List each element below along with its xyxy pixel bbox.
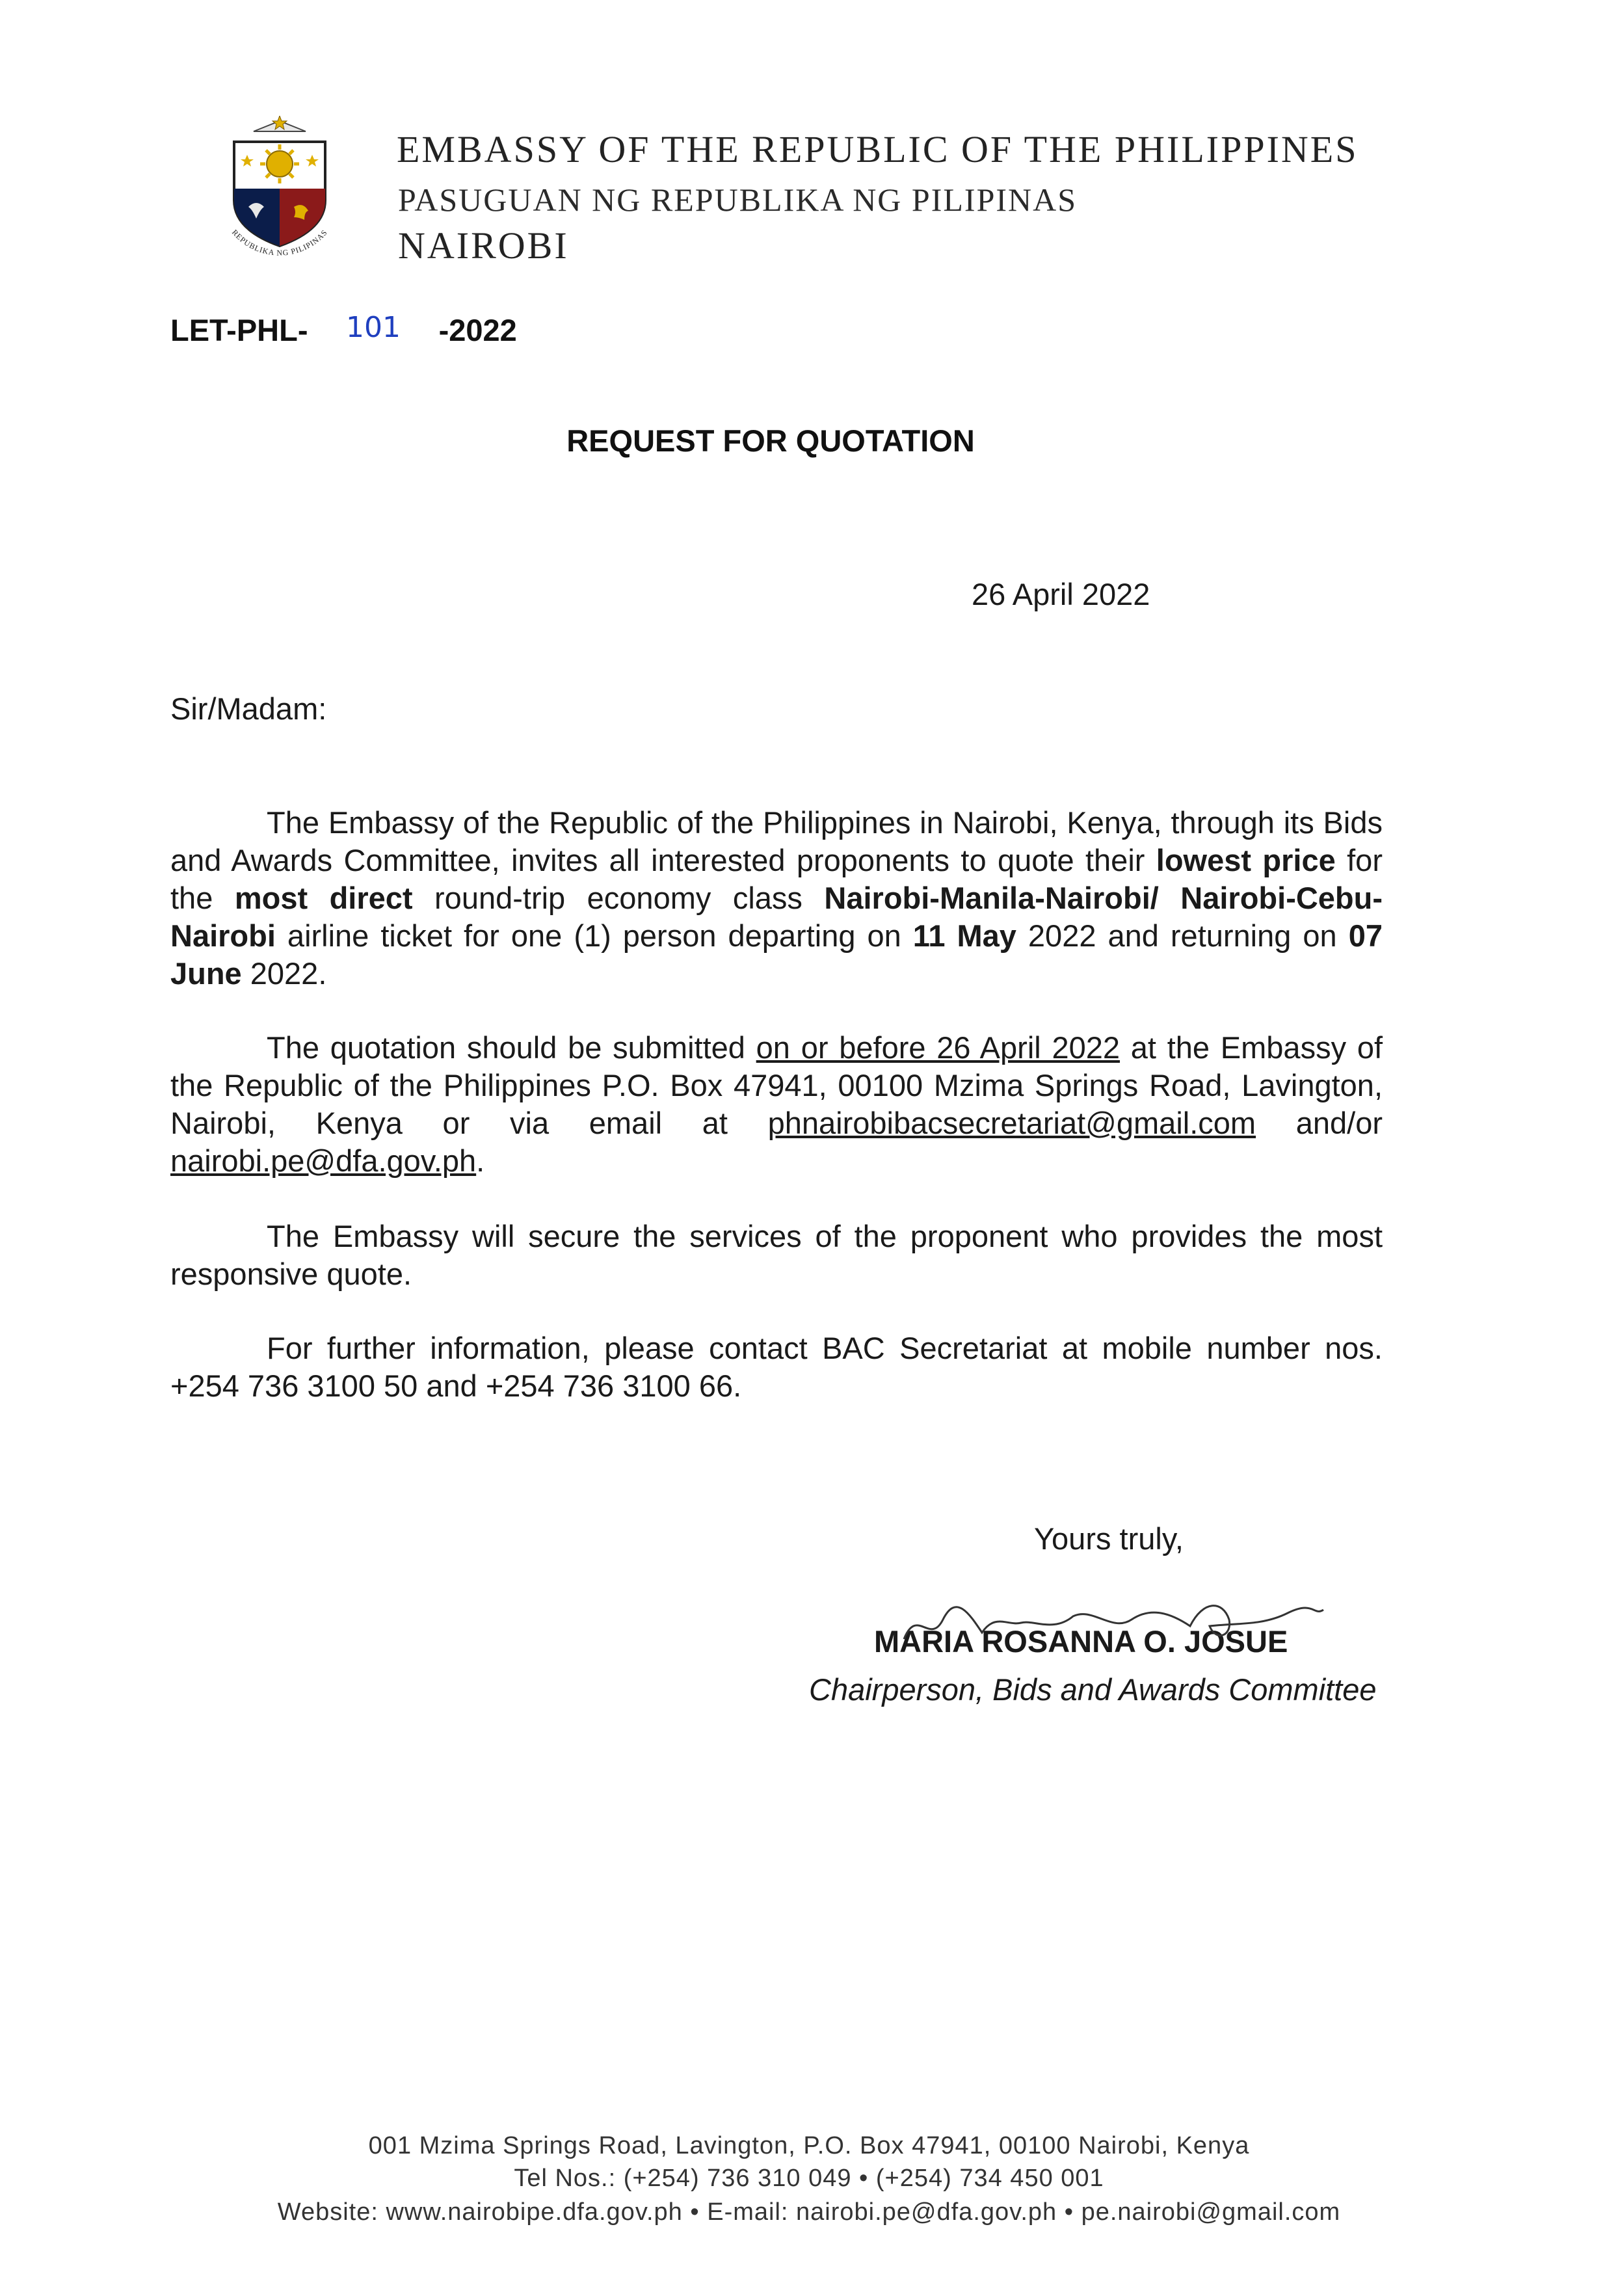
email-link-embassy[interactable]: nairobi.pe@dfa.gov.ph	[170, 1143, 477, 1178]
handwritten-signature	[897, 1587, 1327, 1659]
document-title: REQUEST FOR QUOTATION	[566, 423, 975, 458]
email-link-bac-secretariat[interactable]: phnairobibacsecretariat@gmail.com	[767, 1106, 1256, 1140]
paragraph-invitation: The Embassy of the Republic of the Philippines in Nairobi, Kenya, through its Bids and Awards Committee, invites all interested proponents to quote their lowest price for the most direct round-trip economy class Nairobi-Manila-Nairobi/ Nairobi-Cebu-Nairobi airline ticket for one (1) person departing on 11 May 2022 and returning on 07 June 2022.	[170, 805, 1383, 991]
reference-prefix: LET-PHL-	[170, 313, 308, 347]
letterhead-city: NAIROBI	[398, 224, 569, 267]
footer-website-email: Website: www.nairobipe.dfa.gov.ph • E-mail: nairobi.pe@dfa.gov.ph • pe.nairobi@gmail.com	[277, 2198, 1341, 2226]
reference-number	[170, 312, 517, 348]
svg-text:REPUBLIKA NG PILIPINAS: REPUBLIKA NG PILIPINAS	[230, 228, 330, 258]
letter-date: 26 April 2022	[972, 577, 1150, 611]
closing: Yours truly,	[1034, 1521, 1184, 1556]
paragraph-services: The Embassy will secure the services of the proponent who provides the most responsive quote.	[170, 1219, 1383, 1291]
salutation: Sir/Madam:	[170, 691, 327, 726]
paragraph-submission: The quotation should be submitted on or before 26 April 2022 at the Embassy of the Republic of the Philippines P.O. Box 47941, 00100 Mzima Springs Road, Lavington, Nairobi, Kenya or via email at phnairobibacsecretariat@gmail.com and/or nairobi.pe@dfa.gov.ph.	[170, 1030, 1383, 1178]
footer-address: 001 Mzima Springs Road, Lavington, P.O. Box 47941, 00100 Nairobi, Kenya	[368, 2132, 1250, 2159]
reference-suffix: -2022	[438, 313, 517, 347]
letterhead-title: EMBASSY OF THE REPUBLIC OF THE PHILIPPINES	[397, 128, 1359, 170]
paragraph-contact: For further information, please contact BAC Secretariat at mobile number nos. +254 736 3100 50 and +254 736 3100 66.	[170, 1331, 1383, 1403]
signer-title: Chairperson, Bids and Awards Committee	[809, 1672, 1377, 1707]
signer-name: MARIA ROSANNA O. JOSUE	[874, 1624, 1288, 1659]
philippine-seal-icon	[208, 116, 351, 278]
letterhead-subtitle: PASUGUAN NG REPUBLIKA NG PILIPINAS	[398, 181, 1078, 218]
reference-handwritten-number: 101	[346, 311, 401, 344]
footer-telephone: Tel Nos.: (+254) 736 310 049 • (+254) 734 450 001	[514, 2165, 1104, 2192]
deadline-underlined: on or before 26 April 2022	[756, 1030, 1121, 1065]
